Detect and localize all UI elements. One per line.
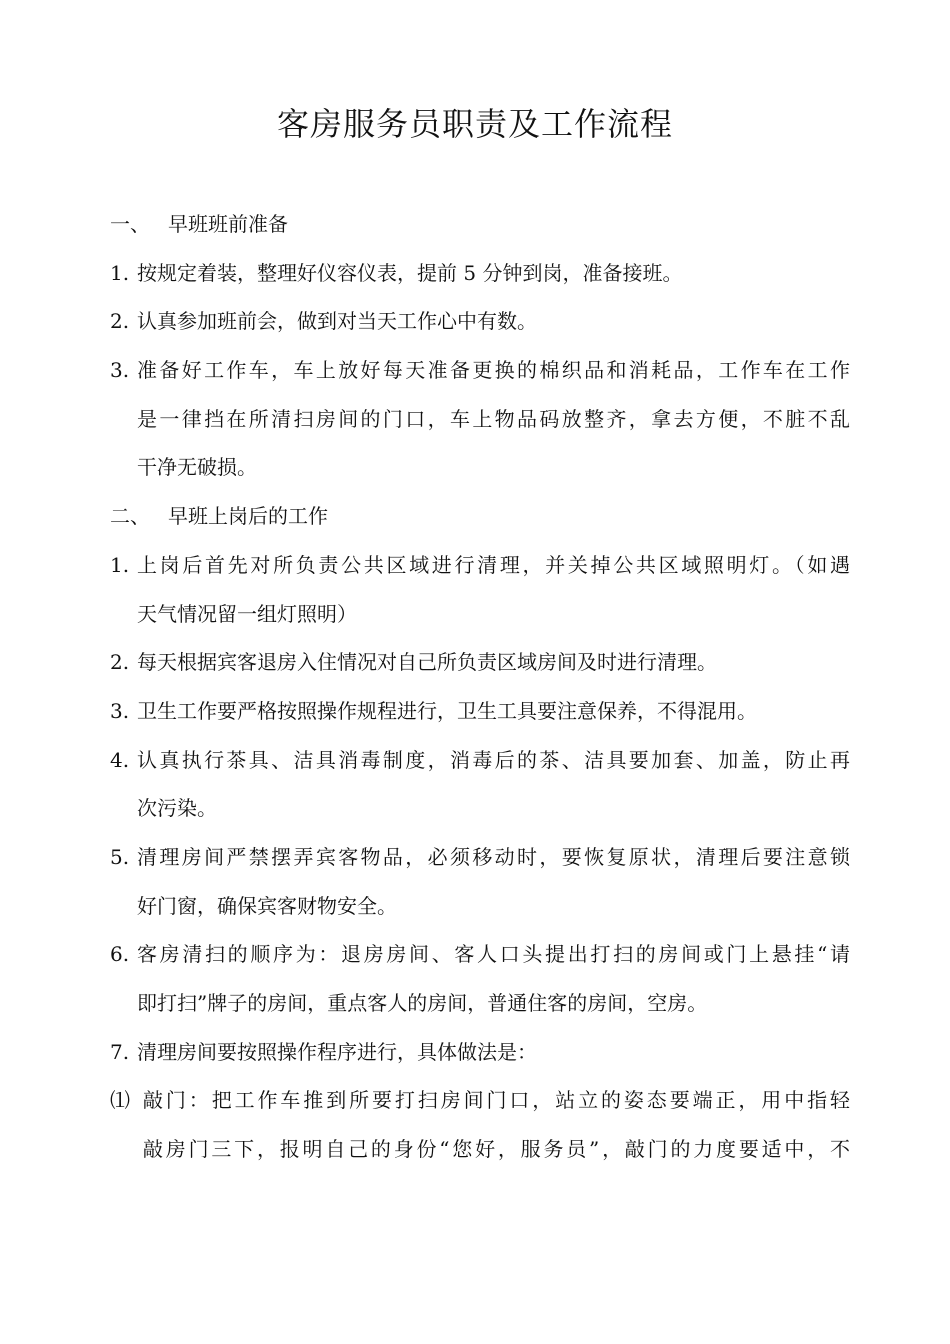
section-heading-text: 早班上岗后的工作 [168, 504, 328, 529]
item-text: 清理房间严禁摆弄宾客物品，必须移动时，要恢复原状，清理后要注意锁 [137, 844, 850, 869]
item-continuation: 即打扫”牌子的房间，重点客人的房间，普通住客的房间，空房。 [137, 991, 708, 1015]
item-number: 5. [110, 844, 130, 869]
list-item [110, 930, 850, 979]
item-number: 1. [110, 552, 130, 577]
list-item [110, 1028, 850, 1077]
item-text: 认真参加班前会，做到对当天工作心中有数。 [137, 309, 537, 334]
sub-item-text: 敲门：把工作车推到所要打扫房间门口，站立的姿态要端正，用中指轻 [143, 1088, 850, 1113]
item-number: 6. [110, 942, 130, 967]
item-text: 卫生工作要严格按照操作规程进行，卫生工具要注意保养，不得混用。 [137, 698, 757, 723]
item-number: 4. [110, 747, 130, 772]
list-item [110, 833, 850, 882]
item-number: 7. [110, 1039, 130, 1064]
item-text: 按规定着装，整理好仪容仪表，提前 5 分钟到岗，准备接班。 [137, 260, 683, 285]
item-number: 2. [110, 309, 130, 334]
list-item [110, 736, 850, 785]
list-item [110, 541, 850, 590]
list-item [110, 638, 850, 687]
item-number: 3. [110, 358, 130, 383]
item-continuation: 天气情况留一组灯照明） [137, 601, 357, 626]
sub-item [110, 1076, 850, 1125]
item-text: 每天根据宾客退房入住情况对自己所负责区域房间及时进行清理。 [137, 650, 717, 675]
list-item [110, 297, 850, 346]
list-item [110, 687, 850, 736]
section-number: 二、 [110, 504, 150, 529]
item-continuation: 是一律挡在所清扫房间的门口，车上物品码放整齐，拿去方便，不脏不乱 [137, 406, 850, 431]
sub-item-continuation: 敲房门三下，报明自己的身份“您好，服务员”，敲门的力度要适中，不 [143, 1137, 850, 1162]
section-heading [110, 200, 850, 249]
item-continuation: 好门窗，确保宾客财物安全。 [137, 893, 397, 918]
document-body [110, 200, 850, 1174]
document-title: 客房服务员职责及工作流程 [276, 105, 673, 143]
item-text: 认真执行茶具、洁具消毒制度，消毒后的茶、洁具要加套、加盖，防止再 [137, 747, 850, 772]
item-text: 准备好工作车，车上放好每天准备更换的棉织品和消耗品，工作车在工作 [137, 358, 850, 383]
section-heading [110, 492, 850, 541]
section-number: 一、 [110, 212, 150, 236]
item-number: 3. [110, 698, 130, 723]
item-text: 清理房间要按照操作程序进行，具体做法是： [137, 1039, 537, 1064]
list-item [110, 346, 850, 395]
sub-item-number: ⑴ [110, 1088, 130, 1113]
section-heading-text: 早班班前准备 [168, 212, 288, 236]
list-item [110, 249, 850, 298]
item-number: 1. [110, 260, 130, 285]
item-continuation: 干净无破损。 [137, 455, 257, 480]
item-text: 客房清扫的顺序为：退房房间、客人口头提出打扫的房间或门上悬挂“请 [137, 942, 850, 967]
item-continuation: 次污染。 [137, 796, 217, 821]
item-text: 上岗后首先对所负责公共区域进行清理，并关掉公共区域照明灯。（如遇 [137, 552, 850, 577]
item-number: 2. [110, 650, 130, 675]
